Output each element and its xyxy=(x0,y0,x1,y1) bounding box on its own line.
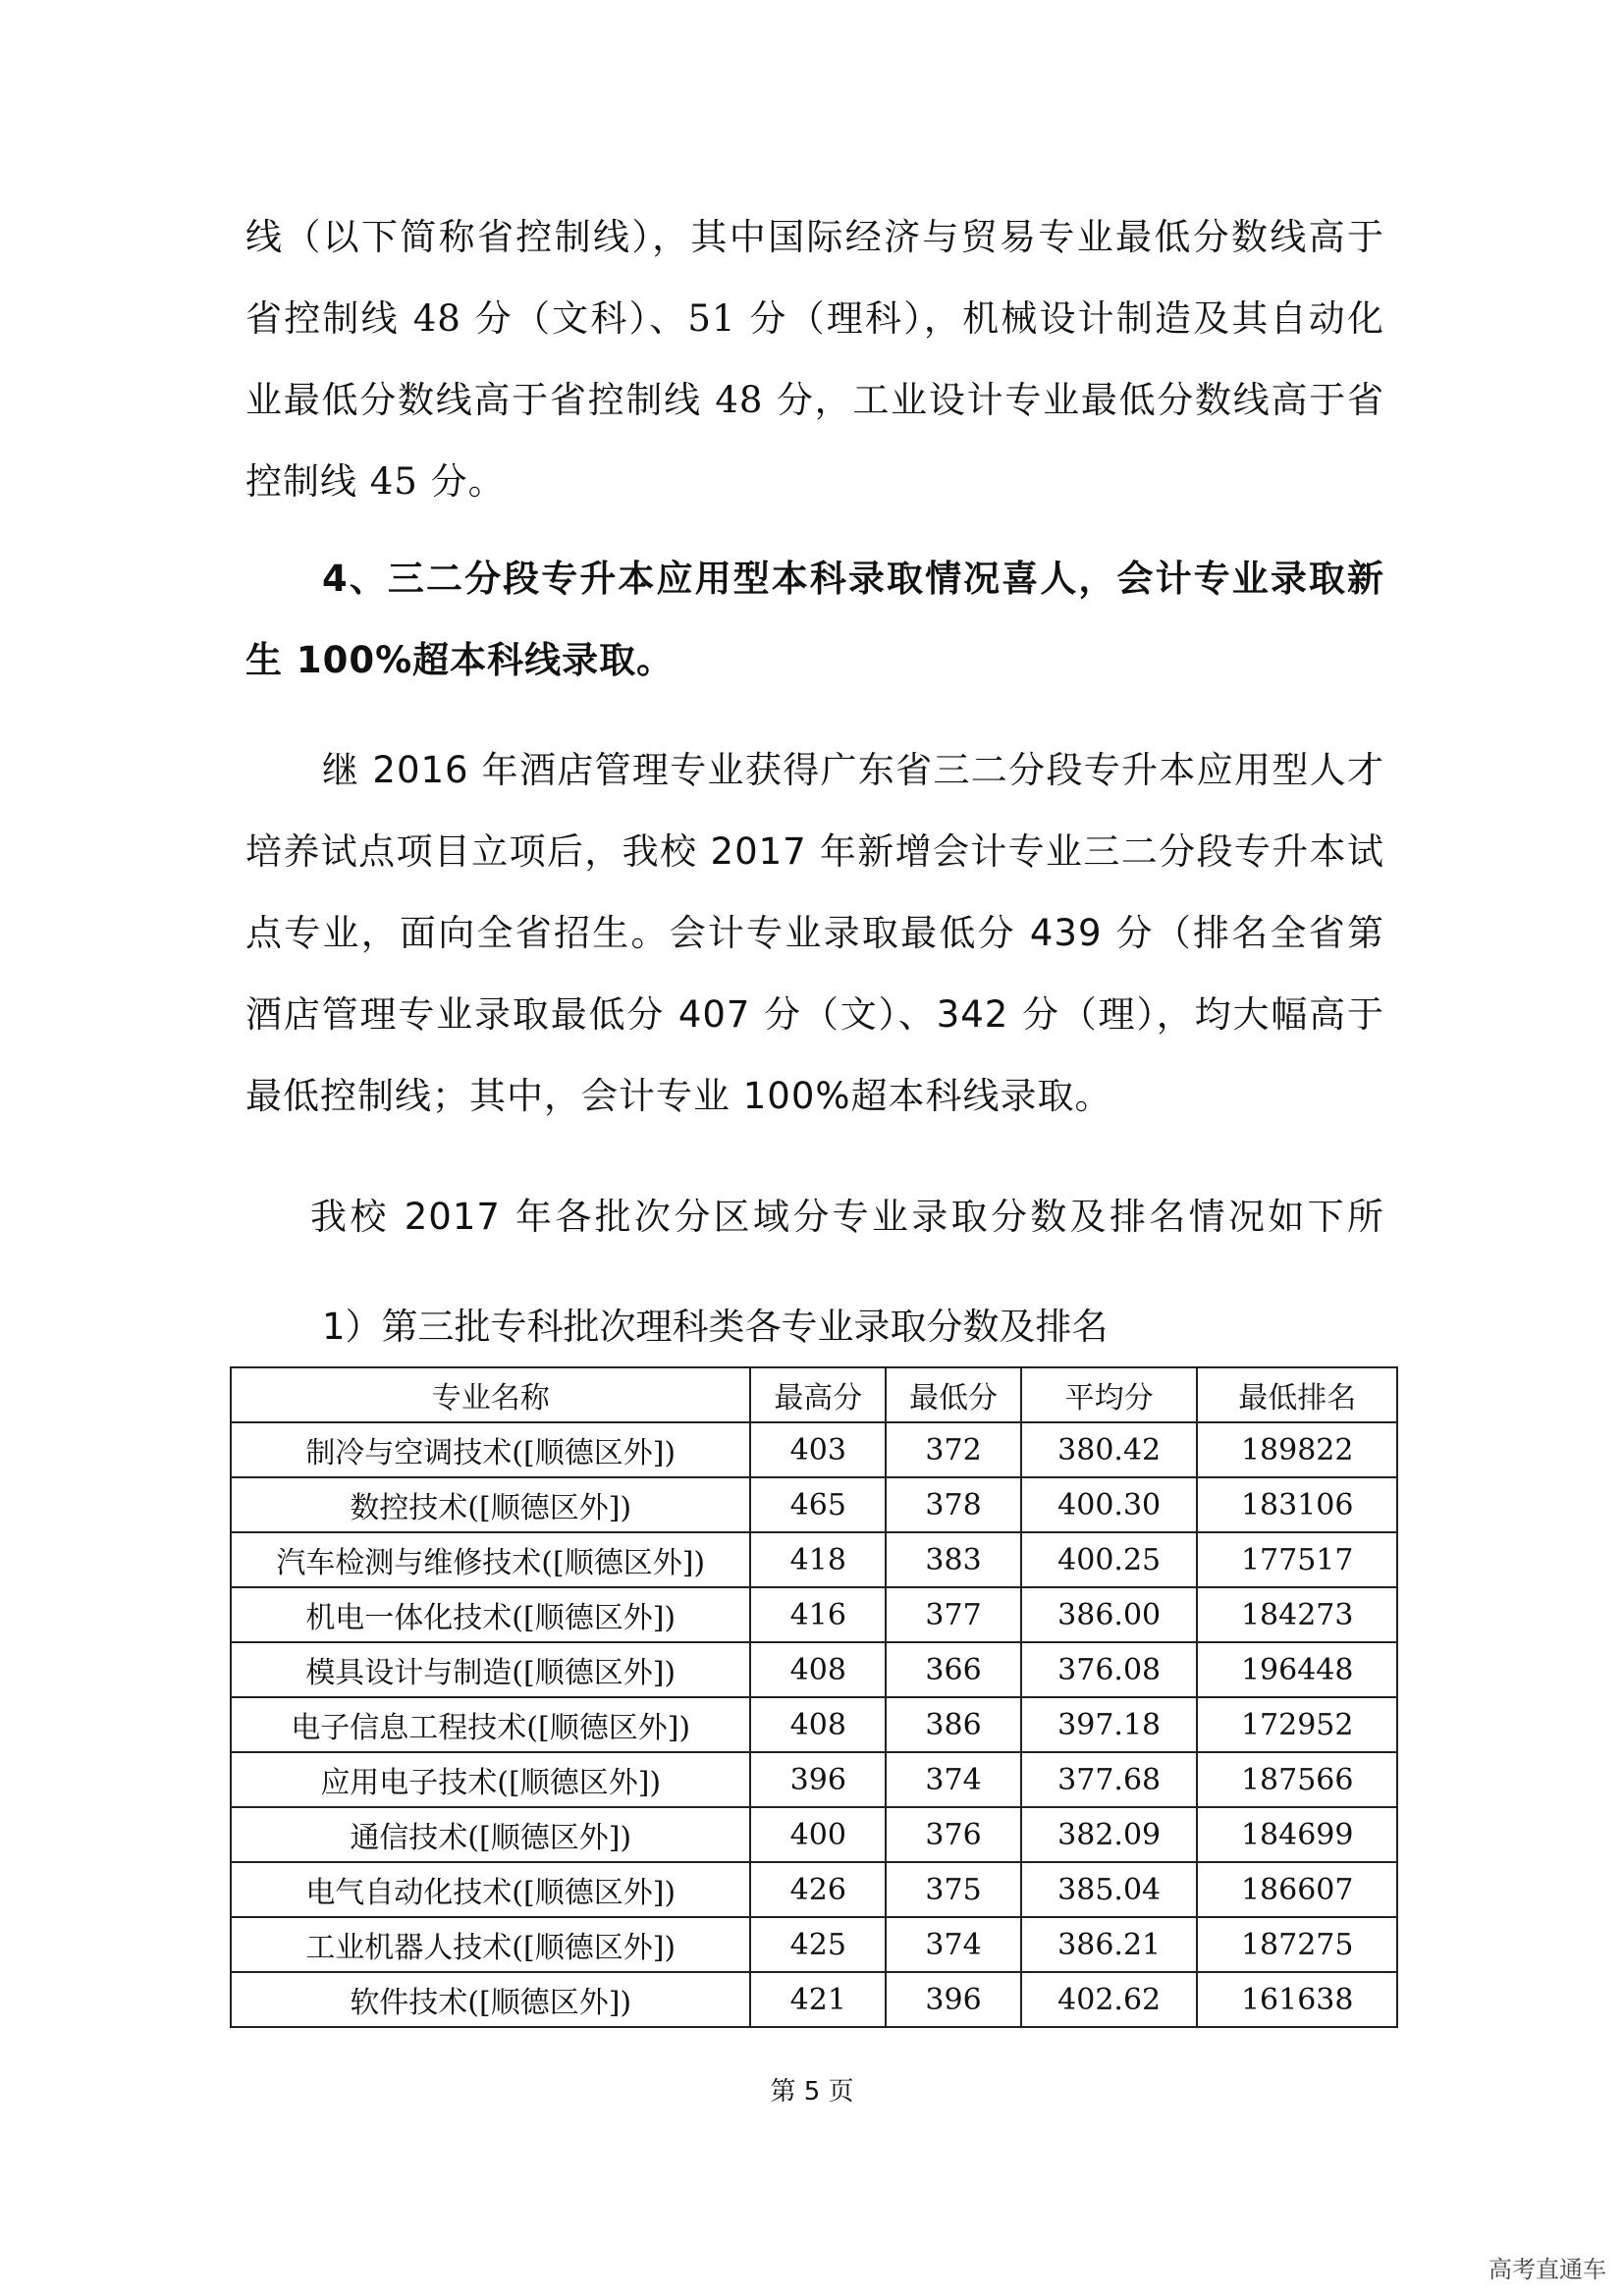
cell-max-score: 396 xyxy=(750,1752,886,1807)
cell-max-score: 416 xyxy=(750,1587,886,1642)
header-min-score: 最低分 xyxy=(886,1367,1021,1422)
cell-max-score: 418 xyxy=(750,1532,886,1587)
cell-min-score: 374 xyxy=(886,1752,1021,1807)
cell-major: 工业机器人技术([顺德区外]) xyxy=(231,1917,750,1972)
cell-major: 数控技术([顺德区外]) xyxy=(231,1477,750,1532)
cell-min-rank: 183106 xyxy=(1197,1477,1397,1532)
cell-avg-score: 386.00 xyxy=(1021,1587,1198,1642)
paragraph-line: 点专业，面向全省招生。会计专业录取最低分 439 分（排名全省第 xyxy=(245,912,1384,954)
cell-major: 汽车检测与维修技术([顺德区外]) xyxy=(231,1532,750,1587)
header-max-score: 最高分 xyxy=(750,1367,886,1422)
paragraph-line: 业最低分数线高于省控制线 48 分，工业设计专业最低分数线高于省 xyxy=(245,379,1384,421)
cell-major: 模具设计与制造([顺德区外]) xyxy=(231,1642,750,1697)
cell-max-score: 400 xyxy=(750,1807,886,1862)
cell-min-rank: 186607 xyxy=(1197,1862,1397,1917)
cell-max-score: 408 xyxy=(750,1642,886,1697)
cell-min-score: 377 xyxy=(886,1587,1021,1642)
cell-avg-score: 382.09 xyxy=(1021,1807,1198,1862)
cell-major: 电气自动化技术([顺德区外]) xyxy=(231,1862,750,1917)
paragraph-line: 酒店管理专业录取最低分 407 分（文）、342 分（理），均大幅高于 xyxy=(245,993,1384,1036)
cell-max-score: 421 xyxy=(750,1972,886,2027)
cell-min-rank: 172952 xyxy=(1197,1697,1397,1752)
cell-min-score: 375 xyxy=(886,1862,1021,1917)
cell-avg-score: 397.18 xyxy=(1021,1697,1198,1752)
section-heading: 生 100%超本科线录取。 xyxy=(245,639,675,681)
admission-scores-table xyxy=(230,1366,1398,2028)
cell-min-score: 376 xyxy=(886,1807,1021,1862)
cell-major: 通信技术([顺德区外]) xyxy=(231,1807,750,1862)
cell-max-score: 465 xyxy=(750,1477,886,1532)
cell-min-rank: 184699 xyxy=(1197,1807,1397,1862)
cell-major: 软件技术([顺德区外]) xyxy=(231,1972,750,2027)
cell-min-score: 386 xyxy=(886,1697,1021,1752)
table-row xyxy=(231,1752,1397,1807)
paragraph-line: 培养试点项目立项后，我校 2017 年新增会计专业三二分段专升本试 xyxy=(245,830,1384,873)
cell-min-rank: 189822 xyxy=(1197,1422,1397,1477)
cell-avg-score: 385.04 xyxy=(1021,1862,1198,1917)
cell-avg-score: 402.62 xyxy=(1021,1972,1198,2027)
cell-min-rank: 161638 xyxy=(1197,1972,1397,2027)
cell-major: 机电一体化技术([顺德区外]) xyxy=(231,1587,750,1642)
cell-major: 电子信息工程技术([顺德区外]) xyxy=(231,1697,750,1752)
cell-min-score: 396 xyxy=(886,1972,1021,2027)
paragraph-line: 控制线 45 分。 xyxy=(245,460,506,503)
cell-min-score: 366 xyxy=(886,1642,1021,1697)
table-header-row xyxy=(231,1367,1397,1422)
table-row xyxy=(231,1532,1397,1587)
table-caption: 1）第三批专科批次理科类各专业录取分数及排名 xyxy=(322,1306,1109,1348)
cell-min-rank: 196448 xyxy=(1197,1642,1397,1697)
cell-max-score: 408 xyxy=(750,1697,886,1752)
header-major: 专业名称 xyxy=(231,1367,750,1422)
table-row xyxy=(231,1477,1397,1532)
table-row xyxy=(231,1697,1397,1752)
cell-min-score: 372 xyxy=(886,1422,1021,1477)
header-min-rank: 最低排名 xyxy=(1197,1367,1397,1422)
table-row xyxy=(231,1862,1397,1917)
header-avg-score: 平均分 xyxy=(1021,1367,1198,1422)
cell-min-rank: 177517 xyxy=(1197,1532,1397,1587)
table-row xyxy=(231,1972,1397,2027)
table-row xyxy=(231,1642,1397,1697)
table-row xyxy=(231,1422,1397,1477)
cell-avg-score: 400.25 xyxy=(1021,1532,1198,1587)
cell-major: 应用电子技术([顺德区外]) xyxy=(231,1752,750,1807)
cell-avg-score: 376.08 xyxy=(1021,1642,1198,1697)
paragraph-line: 我校 2017 年各批次分区域分专业录取分数及排名情况如下所 xyxy=(310,1196,1384,1238)
cell-max-score: 425 xyxy=(750,1917,886,1972)
table-row xyxy=(231,1587,1397,1642)
paragraph-line: 继 2016 年酒店管理专业获得广东省三二分段专升本应用型人才 xyxy=(322,749,1384,791)
cell-avg-score: 377.68 xyxy=(1021,1752,1198,1807)
paragraph-line: 省控制线 48 分（文科）、51 分（理科），机械设计制造及其自动化 xyxy=(245,297,1384,340)
section-heading: 4、三二分段专升本应用型本科录取情况喜人，会计专业录取新 xyxy=(322,558,1384,600)
paragraph-line: 线（以下简称省控制线），其中国际经济与贸易专业最低分数线高于 xyxy=(245,216,1384,258)
cell-min-rank: 187566 xyxy=(1197,1752,1397,1807)
cell-max-score: 426 xyxy=(750,1862,886,1917)
cell-avg-score: 400.30 xyxy=(1021,1477,1198,1532)
cell-max-score: 403 xyxy=(750,1422,886,1477)
cell-min-score: 378 xyxy=(886,1477,1021,1532)
cell-min-rank: 187275 xyxy=(1197,1917,1397,1972)
table-row xyxy=(231,1917,1397,1972)
page-number: 第 5 页 xyxy=(770,2077,854,2107)
watermark: 高考直通车 xyxy=(1489,2256,1606,2283)
paragraph-line: 最低控制线；其中，会计专业 100%超本科线录取。 xyxy=(245,1075,1112,1117)
cell-min-score: 383 xyxy=(886,1532,1021,1587)
cell-min-score: 374 xyxy=(886,1917,1021,1972)
cell-major: 制冷与空调技术([顺德区外]) xyxy=(231,1422,750,1477)
cell-avg-score: 386.21 xyxy=(1021,1917,1198,1972)
cell-avg-score: 380.42 xyxy=(1021,1422,1198,1477)
cell-min-rank: 184273 xyxy=(1197,1587,1397,1642)
table-row xyxy=(231,1807,1397,1862)
